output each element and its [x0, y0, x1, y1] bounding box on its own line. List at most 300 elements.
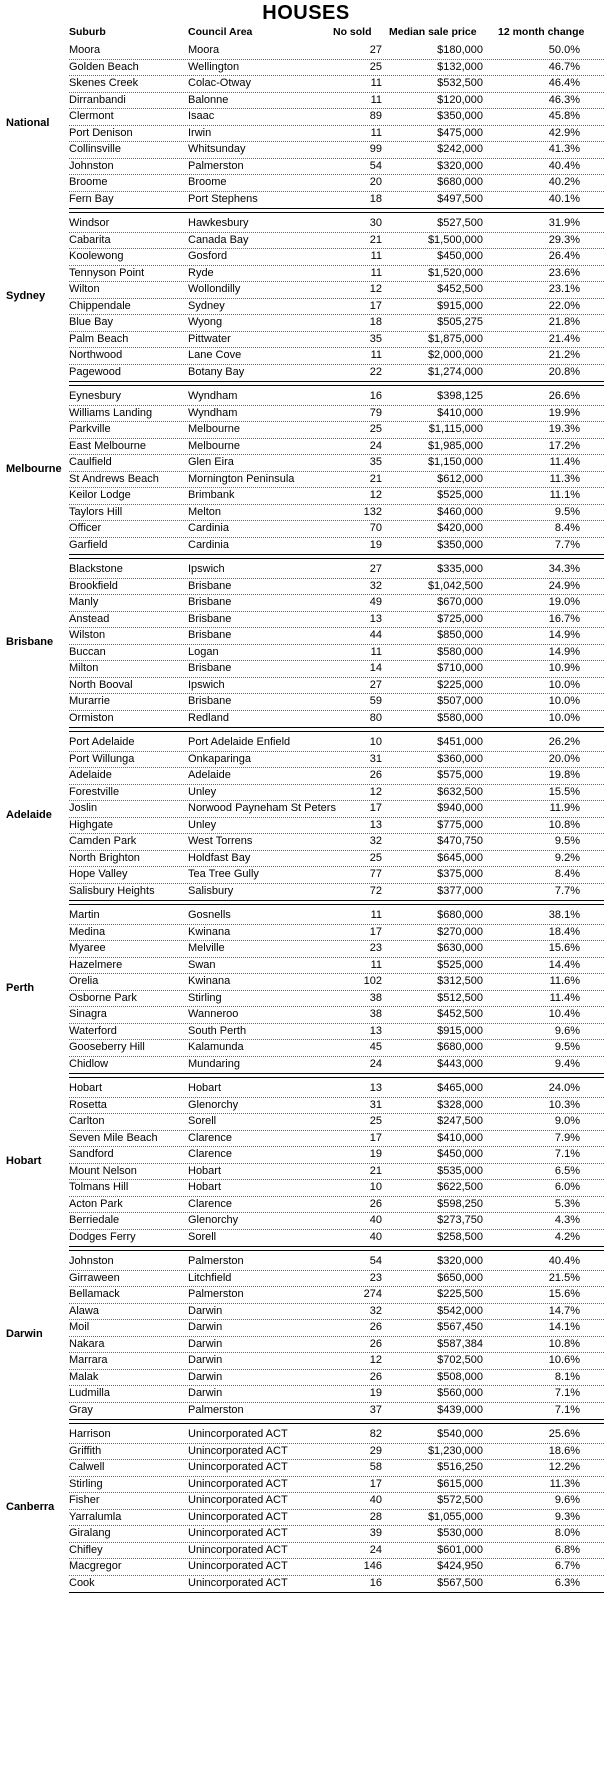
- cell-council-area: Darwin: [188, 1304, 223, 1317]
- cell-no-sold: 26: [369, 1321, 382, 1333]
- cell-council-area: Cardinia: [188, 522, 229, 534]
- cell-12-month-change: 46.3%: [548, 93, 580, 106]
- header-12-month-change: 12 month change: [498, 26, 585, 38]
- cell-no-sold: 24: [369, 439, 382, 452]
- cell-suburb: Yarralumla: [69, 1510, 122, 1523]
- cell-12-month-change: 9.0%: [554, 1115, 580, 1127]
- header-no-sold: No sold: [333, 26, 372, 38]
- cell-council-area: Adelaide: [188, 769, 231, 781]
- table-row: [0, 405, 612, 422]
- cell-no-sold: 11: [370, 266, 382, 279]
- group-top-rule: [69, 1077, 604, 1078]
- cell-suburb: Sandford: [69, 1148, 114, 1160]
- cell-12-month-change: 4.2%: [554, 1230, 580, 1243]
- cell-suburb: Chifley: [69, 1543, 103, 1556]
- table-row: [0, 924, 612, 941]
- cell-council-area: Melbourne: [188, 439, 240, 452]
- cell-12-month-change: 40.4%: [548, 1255, 580, 1267]
- group-top-rule: [69, 558, 604, 559]
- table-row: [0, 1023, 612, 1040]
- cell-12-month-change: 19.9%: [548, 406, 580, 419]
- cell-suburb: Martin: [69, 909, 100, 921]
- cell-council-area: Wyong: [188, 316, 223, 328]
- cell-no-sold: 29: [369, 1444, 382, 1457]
- cell-suburb: Cabarita: [69, 233, 111, 246]
- cell-no-sold: 26: [369, 769, 382, 781]
- group-top-rule: [69, 1250, 604, 1251]
- table-row: [0, 1253, 612, 1270]
- table-row: [0, 833, 612, 850]
- table-row: [0, 174, 612, 191]
- cell-council-area: Mundaring: [188, 1057, 240, 1070]
- cell-12-month-change: 8.4%: [554, 868, 580, 880]
- cell-council-area: Unincorporated ACT: [188, 1576, 288, 1589]
- table-row: [0, 520, 612, 537]
- cell-suburb: Girraween: [69, 1271, 120, 1284]
- cell-suburb: Buccan: [69, 645, 106, 658]
- cell-no-sold: 22: [369, 365, 382, 378]
- cell-council-area: Darwin: [188, 1354, 223, 1366]
- cell-no-sold: 17: [369, 925, 382, 938]
- cell-12-month-change: 19.0%: [548, 596, 580, 608]
- table-row: [0, 751, 612, 768]
- cell-12-month-change: 20.8%: [548, 365, 580, 378]
- cell-median-price: $443,000: [437, 1057, 483, 1070]
- cell-no-sold: 19: [369, 538, 382, 551]
- cell-median-price: $650,000: [437, 1271, 483, 1284]
- cell-12-month-change: 6.7%: [554, 1560, 580, 1572]
- cell-council-area: Melville: [188, 942, 225, 954]
- table-row: [0, 850, 612, 867]
- cell-council-area: Darwin: [188, 1337, 223, 1350]
- cell-suburb: Berriedale: [69, 1214, 120, 1226]
- cell-no-sold: 11: [370, 958, 382, 971]
- group-brisbane: [0, 561, 612, 726]
- cell-no-sold: 79: [369, 406, 382, 419]
- cell-council-area: Canada Bay: [188, 233, 249, 246]
- cell-median-price: $410,000: [437, 406, 483, 419]
- cell-no-sold: 49: [369, 596, 382, 608]
- cell-council-area: Brisbane: [188, 612, 232, 625]
- cell-no-sold: 146: [363, 1560, 382, 1572]
- cell-council-area: Wanneroo: [188, 1008, 239, 1020]
- table-row: [0, 1525, 612, 1542]
- cell-suburb: Giralang: [69, 1527, 111, 1539]
- cell-no-sold: 77: [369, 868, 382, 880]
- cell-no-sold: 10: [369, 736, 382, 748]
- cell-median-price: $497,500: [437, 192, 483, 205]
- group-bottom-rule: [69, 554, 604, 555]
- cell-council-area: Clarence: [188, 1131, 233, 1144]
- cell-suburb: Marrara: [69, 1354, 108, 1366]
- group-bottom-rule: [69, 900, 604, 901]
- page-title: HOUSES: [262, 2, 350, 24]
- cell-council-area: Ipswich: [188, 563, 225, 575]
- cell-median-price: $452,500: [437, 283, 483, 295]
- table-row: [0, 1402, 612, 1419]
- cell-12-month-change: 50.0%: [548, 44, 580, 56]
- cell-suburb: North Booval: [69, 678, 133, 691]
- table-row: [0, 1286, 612, 1303]
- cell-council-area: Gosnells: [188, 909, 231, 921]
- cell-12-month-change: 8.1%: [554, 1370, 580, 1383]
- cell-median-price: $439,000: [437, 1403, 483, 1416]
- cell-no-sold: 11: [370, 77, 382, 89]
- cell-no-sold: 132: [363, 505, 382, 518]
- group-perth: [0, 907, 612, 1072]
- group-darwin: [0, 1253, 612, 1418]
- cell-no-sold: 19: [369, 1387, 382, 1399]
- table-row: [0, 364, 612, 381]
- cell-median-price: $465,000: [437, 1082, 483, 1094]
- cell-12-month-change: 23.1%: [548, 283, 580, 295]
- cell-12-month-change: 20.0%: [548, 752, 580, 765]
- cell-council-area: Redland: [188, 711, 229, 724]
- cell-median-price: $460,000: [437, 505, 483, 518]
- cell-no-sold: 40: [369, 1214, 382, 1226]
- cell-12-month-change: 25.6%: [548, 1428, 580, 1440]
- cell-12-month-change: 7.1%: [554, 1148, 580, 1160]
- cell-council-area: Kwinana: [188, 925, 231, 938]
- table-row: [0, 471, 612, 488]
- table-row: [0, 1146, 612, 1163]
- cell-no-sold: 39: [369, 1527, 382, 1539]
- cell-council-area: Unincorporated ACT: [188, 1461, 288, 1473]
- cell-no-sold: 274: [363, 1288, 382, 1300]
- cell-council-area: Holdfast Bay: [188, 851, 251, 864]
- cell-12-month-change: 11.6%: [549, 975, 580, 987]
- table-row: [0, 1385, 612, 1402]
- table-row: [0, 537, 612, 554]
- group-label: Melbourne: [6, 462, 62, 475]
- cell-12-month-change: 11.4%: [549, 456, 580, 468]
- cell-council-area: Wollondilly: [188, 283, 241, 295]
- table-row: [0, 734, 612, 751]
- cell-median-price: $702,500: [437, 1354, 483, 1366]
- cell-12-month-change: 11.3%: [549, 472, 580, 485]
- cell-no-sold: 26: [369, 1337, 382, 1350]
- cell-12-month-change: 21.8%: [548, 316, 580, 328]
- cell-median-price: $320,000: [437, 1255, 483, 1267]
- table-row: [0, 125, 612, 142]
- cell-suburb: Forestville: [69, 785, 120, 798]
- group-bottom-rule: [69, 1592, 604, 1593]
- cell-no-sold: 16: [369, 1576, 382, 1589]
- cell-median-price: $630,000: [437, 942, 483, 954]
- cell-12-month-change: 45.8%: [548, 110, 580, 122]
- cell-council-area: Ryde: [188, 266, 214, 279]
- cell-median-price: $680,000: [437, 909, 483, 921]
- cell-median-price: $1,875,000: [427, 332, 483, 345]
- cell-12-month-change: 15.6%: [548, 942, 580, 954]
- cell-suburb: Calwell: [69, 1461, 105, 1473]
- group-melbourne: [0, 388, 612, 553]
- cell-no-sold: 26: [369, 1370, 382, 1383]
- cell-council-area: Wyndham: [188, 406, 238, 419]
- cell-suburb: Golden Beach: [69, 60, 139, 73]
- cell-12-month-change: 21.4%: [548, 332, 580, 345]
- cell-suburb: Chidlow: [69, 1057, 109, 1070]
- cell-no-sold: 11: [370, 93, 382, 106]
- cell-12-month-change: 11.1%: [549, 489, 580, 501]
- cell-12-month-change: 9.2%: [554, 851, 580, 864]
- cell-median-price: $1,985,000: [427, 439, 483, 452]
- cell-council-area: Logan: [188, 645, 219, 658]
- table-row: [0, 1352, 612, 1369]
- cell-suburb: Camden Park: [69, 835, 137, 847]
- cell-12-month-change: 23.6%: [548, 266, 580, 279]
- cell-no-sold: 18: [369, 192, 382, 205]
- table-row: [0, 644, 612, 661]
- cell-no-sold: 32: [369, 579, 382, 592]
- cell-12-month-change: 24.0%: [548, 1082, 580, 1094]
- cell-suburb: Officer: [69, 522, 102, 534]
- group-sydney: [0, 215, 612, 380]
- cell-council-area: Brisbane: [188, 662, 232, 674]
- table-row: [0, 1558, 612, 1575]
- cell-median-price: $320,000: [437, 159, 483, 172]
- cell-no-sold: 13: [369, 1082, 382, 1094]
- cell-suburb: Port Willunga: [69, 752, 135, 765]
- cell-median-price: $505,275: [437, 316, 483, 328]
- group-bottom-rule: [69, 727, 604, 728]
- group-bottom-rule: [69, 1246, 604, 1247]
- cell-median-price: $598,250: [437, 1197, 483, 1210]
- cell-median-price: $775,000: [437, 818, 483, 831]
- cell-council-area: Tea Tree Gully: [188, 868, 259, 880]
- cell-median-price: $1,042,500: [427, 579, 483, 592]
- cell-council-area: Wyndham: [188, 390, 238, 402]
- cell-council-area: Unincorporated ACT: [188, 1494, 288, 1506]
- cell-median-price: $516,250: [437, 1461, 483, 1473]
- cell-median-price: $567,500: [437, 1576, 483, 1589]
- cell-12-month-change: 9.4%: [554, 1057, 580, 1070]
- cell-suburb: Collinsville: [69, 143, 121, 155]
- cell-median-price: $615,000: [437, 1477, 483, 1490]
- group-top-rule: [69, 731, 604, 732]
- table-row: [0, 1039, 612, 1056]
- table-row: [0, 1426, 612, 1443]
- cell-council-area: Kwinana: [188, 975, 231, 987]
- cell-median-price: $587,384: [437, 1337, 483, 1350]
- cell-suburb: Griffith: [69, 1444, 102, 1457]
- cell-no-sold: 37: [369, 1403, 382, 1416]
- table-row: [0, 1443, 612, 1460]
- cell-median-price: $335,000: [437, 563, 483, 575]
- table-row: [0, 940, 612, 957]
- group-bottom-rule: [69, 1073, 604, 1074]
- cell-no-sold: 59: [369, 695, 382, 707]
- cell-12-month-change: 10.0%: [548, 678, 580, 691]
- table-row: [0, 817, 612, 834]
- cell-suburb: Dirranbandi: [69, 93, 126, 106]
- cell-median-price: $270,000: [437, 925, 483, 938]
- cell-council-area: Hawkesbury: [188, 217, 249, 229]
- cell-suburb: Moil: [69, 1321, 90, 1333]
- group-top-rule: [69, 904, 604, 905]
- cell-12-month-change: 15.6%: [548, 1288, 580, 1300]
- cell-12-month-change: 8.0%: [554, 1527, 580, 1539]
- cell-council-area: Port Stephens: [188, 192, 258, 205]
- cell-median-price: $450,000: [437, 250, 483, 262]
- table-row: [0, 1319, 612, 1336]
- group-label: Canberra: [6, 1500, 55, 1513]
- cell-median-price: $725,000: [437, 612, 483, 625]
- table-row: [0, 141, 612, 158]
- cell-council-area: Glen Eira: [188, 456, 234, 468]
- cell-12-month-change: 11.9%: [549, 802, 580, 814]
- cell-suburb: Windsor: [69, 217, 110, 229]
- cell-suburb: North Brighton: [69, 851, 140, 864]
- cell-median-price: $350,000: [437, 110, 483, 122]
- header-median-sale-price: Median sale price: [389, 26, 477, 38]
- cell-council-area: Botany Bay: [188, 365, 245, 378]
- cell-no-sold: 80: [369, 711, 382, 724]
- cell-median-price: $1,150,000: [427, 456, 483, 468]
- cell-median-price: $258,500: [437, 1230, 483, 1243]
- cell-median-price: $540,000: [437, 1428, 483, 1440]
- cell-no-sold: 25: [369, 60, 382, 73]
- cell-median-price: $622,500: [437, 1181, 483, 1193]
- cell-12-month-change: 26.2%: [548, 736, 580, 748]
- cell-12-month-change: 42.9%: [548, 126, 580, 139]
- table-row: [0, 907, 612, 924]
- cell-median-price: $424,950: [437, 1560, 483, 1572]
- table-row: [0, 347, 612, 364]
- cell-no-sold: 24: [369, 1057, 382, 1070]
- cell-12-month-change: 7.7%: [554, 538, 580, 551]
- cell-council-area: Palmerston: [188, 1255, 244, 1267]
- table-row: [0, 1080, 612, 1097]
- cell-suburb: Eynesbury: [69, 390, 121, 402]
- cell-12-month-change: 17.2%: [548, 439, 580, 452]
- cell-median-price: $1,520,000: [427, 266, 483, 279]
- cell-12-month-change: 10.6%: [548, 1354, 580, 1366]
- cell-12-month-change: 26.6%: [548, 390, 580, 402]
- table-row: [0, 281, 612, 298]
- table-row: [0, 1130, 612, 1147]
- cell-median-price: $680,000: [437, 1041, 483, 1053]
- table-row: [0, 421, 612, 438]
- cell-council-area: Brisbane: [188, 629, 232, 641]
- cell-suburb: Port Adelaide: [69, 736, 135, 748]
- cell-no-sold: 40: [369, 1230, 382, 1243]
- cell-no-sold: 70: [369, 522, 382, 534]
- cell-no-sold: 44: [369, 629, 382, 641]
- cell-suburb: Caulfield: [69, 456, 112, 468]
- cell-12-month-change: 16.7%: [548, 612, 580, 625]
- cell-council-area: South Perth: [188, 1024, 247, 1037]
- cell-council-area: Sorell: [188, 1230, 217, 1243]
- cell-suburb: Malak: [69, 1370, 99, 1383]
- cell-no-sold: 54: [369, 1255, 382, 1267]
- cell-suburb: Alawa: [69, 1304, 99, 1317]
- cell-12-month-change: 6.5%: [554, 1164, 580, 1177]
- cell-12-month-change: 9.5%: [554, 505, 580, 518]
- cell-no-sold: 58: [369, 1461, 382, 1473]
- cell-12-month-change: 7.7%: [554, 884, 580, 897]
- cell-no-sold: 20: [369, 176, 382, 188]
- cell-12-month-change: 18.6%: [548, 1444, 580, 1457]
- cell-median-price: $525,000: [437, 489, 483, 501]
- cell-no-sold: 11: [370, 909, 382, 921]
- cell-suburb: Blackstone: [69, 563, 123, 575]
- cell-median-price: $1,274,000: [427, 365, 483, 378]
- cell-suburb: Wilton: [69, 283, 100, 295]
- cell-suburb: Johnston: [69, 159, 114, 172]
- group-top-rule: [69, 1423, 604, 1424]
- cell-median-price: $680,000: [437, 176, 483, 188]
- table-row: [0, 1575, 612, 1592]
- cell-no-sold: 54: [369, 159, 382, 172]
- cell-no-sold: 38: [369, 1008, 382, 1020]
- cell-12-month-change: 19.3%: [548, 423, 580, 435]
- table-row: [0, 92, 612, 109]
- cell-council-area: Darwin: [188, 1370, 223, 1383]
- cell-median-price: $475,000: [437, 126, 483, 139]
- cell-council-area: Onkaparinga: [188, 752, 251, 765]
- cell-council-area: Whitsunday: [188, 143, 246, 155]
- cell-median-price: $410,000: [437, 1131, 483, 1144]
- cell-12-month-change: 41.3%: [548, 143, 580, 155]
- cell-no-sold: 19: [369, 1148, 382, 1160]
- cell-no-sold: 12: [369, 785, 382, 798]
- cell-council-area: West Torrens: [188, 835, 253, 847]
- cell-no-sold: 45: [369, 1041, 382, 1053]
- cell-council-area: Unley: [188, 818, 217, 831]
- cell-suburb: Keilor Lodge: [69, 489, 131, 501]
- group-hobart: [0, 1080, 612, 1245]
- cell-suburb: Ludmilla: [69, 1387, 110, 1399]
- cell-council-area: Lane Cove: [188, 349, 242, 361]
- cell-no-sold: 17: [369, 1477, 382, 1490]
- group-label: National: [6, 116, 50, 129]
- table-row: [0, 1542, 612, 1559]
- cell-median-price: $535,000: [437, 1164, 483, 1177]
- cell-12-month-change: 19.8%: [548, 769, 580, 781]
- cell-median-price: $180,000: [437, 44, 483, 56]
- cell-12-month-change: 7.9%: [554, 1131, 580, 1144]
- cell-council-area: Brisbane: [188, 596, 232, 608]
- cell-12-month-change: 4.3%: [554, 1214, 580, 1226]
- cell-median-price: $512,500: [437, 991, 483, 1004]
- cell-12-month-change: 18.4%: [548, 925, 580, 938]
- table-row: [0, 314, 612, 331]
- cell-12-month-change: 10.0%: [548, 711, 580, 724]
- cell-suburb: Port Denison: [69, 126, 133, 139]
- cell-median-price: $242,000: [437, 143, 483, 155]
- cell-council-area: Darwin: [188, 1321, 223, 1333]
- cell-suburb: Adelaide: [69, 769, 112, 781]
- cell-median-price: $451,000: [437, 736, 483, 748]
- table-row: [0, 75, 612, 92]
- cell-12-month-change: 14.9%: [548, 629, 580, 641]
- cell-no-sold: 12: [369, 489, 382, 501]
- table-row: [0, 693, 612, 710]
- table-row: [0, 1476, 612, 1493]
- cell-suburb: Stirling: [69, 1477, 103, 1490]
- cell-median-price: $850,000: [437, 629, 483, 641]
- table-row: [0, 108, 612, 125]
- table-row: [0, 1303, 612, 1320]
- table-row: [0, 59, 612, 76]
- table-row: [0, 1369, 612, 1386]
- cell-suburb: Tolmans Hill: [69, 1181, 129, 1193]
- cell-median-price: $312,500: [437, 975, 483, 987]
- cell-suburb: Tennyson Point: [69, 266, 145, 279]
- cell-no-sold: 72: [369, 884, 382, 897]
- cell-council-area: Pittwater: [188, 332, 231, 345]
